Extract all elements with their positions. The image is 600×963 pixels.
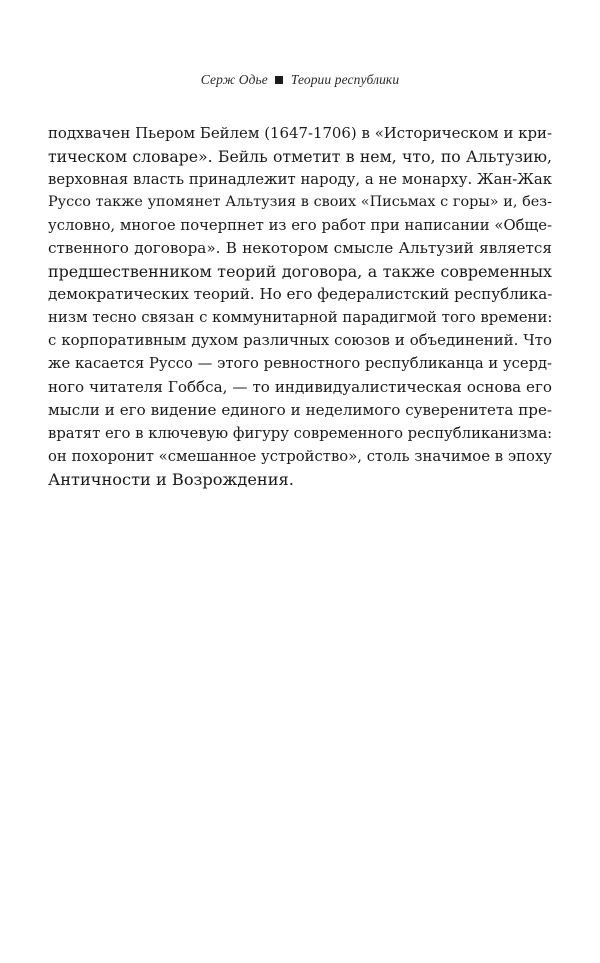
text-line: Руссо также упомянет Альтузия в своих «Письмах с горы» и, без- bbox=[48, 194, 552, 211]
text-line: условно, многое почерпнет из его работ при написании «Обще- bbox=[48, 217, 552, 235]
text-line: демократических теорий. Но его федералистский республика- bbox=[48, 285, 552, 304]
header-book-title: Теории республики bbox=[290, 72, 400, 87]
running-head bbox=[0, 72, 600, 88]
text-line: вратят его в ключевую фигуру современного республиканизма: bbox=[48, 424, 552, 442]
text-line: Античности и Возрождения. bbox=[48, 469, 294, 489]
header-author: Серж Одье bbox=[200, 72, 268, 87]
text-line: верховная власть принадлежит народу, а не монарху. Жан-Жак bbox=[48, 171, 552, 189]
text-line: мысли и его видение единого и неделимого суверенитета пре- bbox=[48, 400, 552, 419]
text-line: он похоронит «смешанное устройство», столь значимое в эпоху bbox=[48, 447, 552, 465]
square-separator-icon bbox=[275, 76, 283, 84]
text-line: с корпоративным духом различных союзов и объединений. Что bbox=[48, 331, 552, 350]
text-line: же касается Руссо — этого ревностного республиканца и усерд- bbox=[48, 355, 552, 373]
text-line: тическом словаре». Бейль отметит в нем, что, по Альтузию, bbox=[48, 147, 552, 167]
body-paragraph bbox=[48, 122, 552, 491]
text-line: ственного договора». В некотором смысле Альтузий является bbox=[48, 239, 552, 258]
text-line: ного читателя Гоббса, — то индивидуалистическая основа его bbox=[48, 377, 552, 396]
text-line: подхвачен Пьером Бейлем (1647-1706) в «Историческом и кри- bbox=[48, 124, 552, 142]
text-line: предшественником теорий договора, а также современных bbox=[48, 262, 552, 282]
text-line: низм тесно связан с коммунитарной парадигмой того времени: bbox=[48, 308, 552, 327]
